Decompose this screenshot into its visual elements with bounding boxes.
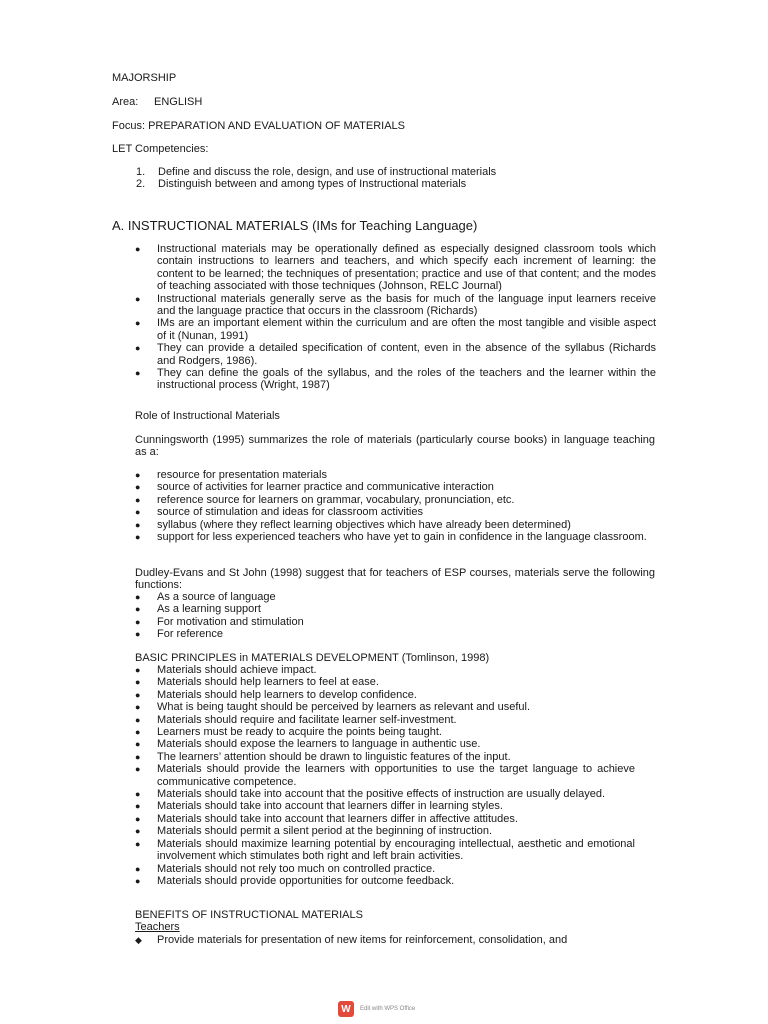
area-value: ENGLISH: [154, 96, 203, 108]
principles-title: BASIC PRINCIPLES in MATERIALS DEVELOPMENT (Tomlinson, 1998): [135, 652, 490, 664]
bullet-icon: ●: [135, 470, 141, 480]
bullet-icon: ●: [135, 764, 141, 775]
bullet-icon: ●: [135, 875, 141, 886]
bullet-icon: ●: [135, 318, 141, 329]
bullet-icon: ●: [135, 826, 141, 837]
bullet-icon: ●: [135, 604, 141, 615]
diamond-bullet-icon: ◆: [135, 935, 142, 945]
list-item: ● Materials should not rely too much on controlled practice.: [135, 862, 436, 875]
bullet-icon: ●: [135, 343, 141, 354]
bullet-icon: ●: [135, 494, 141, 505]
list-item: ● Materials should provide opportunities for outcome feedback.: [135, 874, 455, 887]
bullet-icon: ●: [135, 838, 141, 849]
benefits-title: BENEFITS OF INSTRUCTIONAL MATERIALS: [135, 909, 363, 921]
bullet-icon: ●: [135, 677, 141, 688]
list-item: ● source of activities for learner practice and communicative interaction: [135, 481, 494, 494]
list-item: ● support for less experienced teachers who have yet to gain in confidence in the language classroom.: [135, 531, 647, 544]
bullet-icon: ●: [135, 482, 141, 493]
list-item: ● Materials should require and facilitate learner self-investment.: [135, 713, 457, 726]
list-item: ● Instructional materials generally serve as the basis for much of the language input learners receive and the language practice that occurs in the classroom (Richards): [135, 292, 656, 318]
list-item: ● Materials should expose the learners to language in authentic use.: [135, 738, 481, 751]
list-item: ● For motivation and stimulation: [135, 615, 304, 628]
list-item: ● Instructional materials may be operationally defined as especially designed classroom tools which contain instructions to learners and teachers, and which specify each increment of learning: the content to be learned; the techniques of presentation; practice and use of that content; and the modes of teaching associated with those techniques (Johnson, RELC Journal): [135, 243, 656, 293]
esp-list: [135, 591, 656, 641]
list-item: ● The learners’ attention should be drawn to linguistic features of the input.: [135, 750, 511, 763]
wps-footer[interactable]: [338, 1000, 415, 1018]
focus-line: Focus: PREPARATION AND EVALUATION OF MATERIALS: [112, 120, 405, 132]
list-item: ● Materials should provide the learners with opportunities to use the target language to achieve communicative competence.: [135, 763, 635, 788]
footer-text: Edit with WPS Office: [360, 1006, 416, 1012]
bullet-icon: ●: [135, 789, 141, 800]
bullet-icon: ●: [135, 801, 141, 812]
list-item: ● Materials should help learners to feel at ease.: [135, 676, 379, 689]
bullet-icon: ●: [135, 532, 141, 543]
majorship-label: MAJORSHIP: [112, 72, 177, 84]
list-item: ● reference source for learners on grammar, vocabulary, pronunciation, etc.: [135, 493, 515, 506]
benefits-list: [135, 934, 656, 946]
section-a-list: [135, 243, 656, 392]
esp-intro: Dudley-Evans and St John (1998) suggest that for teachers of ESP courses, materials serve the following functions:: [135, 567, 655, 592]
role-title: Role of Instructional Materials: [135, 410, 280, 422]
section-a-title: A. INSTRUCTIONAL MATERIALS (IMs for Teaching Language): [112, 218, 478, 233]
bullet-icon: ●: [135, 727, 141, 738]
bullet-icon: ●: [135, 244, 141, 254]
role-list: [135, 469, 656, 543]
bullet-icon: ●: [135, 368, 141, 379]
wps-logo-icon: W: [338, 1001, 354, 1017]
list-item: ● As a learning support: [135, 603, 261, 616]
bullet-icon: ●: [135, 863, 141, 874]
competencies-label: LET Competencies:: [112, 143, 209, 155]
area-label: Area:: [112, 96, 139, 108]
role-intro: Cunningsworth (1995) summarizes the role of materials (particularly course books) in language teaching as a:: [135, 434, 655, 459]
bullet-icon: ●: [135, 629, 141, 640]
bullet-icon: ●: [135, 702, 141, 713]
list-item: ● They can provide a detailed specification of content, even in the absence of the syllabus (Richards and Rodgers, 1986).: [135, 342, 656, 367]
list-item: ● Materials should maximize learning potential by encouraging intellectual, aesthetic and emotional involvement which stimulates both right and left brain activities.: [135, 837, 635, 863]
benefits-subtitle: Teachers: [135, 921, 180, 933]
bullet-icon: ●: [135, 751, 141, 762]
list-item: ● source of stimulation and ideas for classroom activities: [135, 506, 423, 519]
principles-list: [135, 664, 635, 887]
list-item: ● For reference: [135, 628, 224, 641]
competencies-list: [136, 166, 496, 191]
list-item: ● Materials should help learners to develop confidence.: [135, 688, 417, 701]
list-item: ● As a source of language: [135, 591, 276, 603]
list-item: ● resource for presentation materials: [135, 469, 327, 481]
list-item: ● Materials should take into account that learners differ in affective attitudes.: [135, 812, 518, 825]
bullet-icon: ●: [135, 665, 141, 675]
bullet-icon: ●: [135, 616, 141, 627]
list-item: ● Learners must be ready to acquire the points being taught.: [135, 726, 442, 739]
list-item: ● Materials should take into account that learners differ in learning styles.: [135, 800, 503, 813]
bullet-icon: ●: [135, 519, 141, 530]
bullet-icon: ●: [135, 689, 141, 700]
bullet-icon: ●: [135, 293, 141, 304]
list-item: ● They can define the goals of the syllabus, and the roles of the teachers and the learner within the instructional process (Wright, 1987): [135, 367, 656, 392]
list-item: ● IMs are an important element within the curriculum and are often the most tangible and visible aspect of it (Nunan, 1991): [135, 317, 656, 342]
list-item: ● syllabus (where they reflect learning objectives which have already been determined): [135, 518, 571, 531]
list-item: ● Materials should achieve impact.: [135, 664, 317, 676]
bullet-icon: ●: [135, 813, 141, 824]
competency-item: 1. Define and discuss the role, design, and use of instructional materials: [136, 166, 497, 178]
area-line: [112, 96, 202, 108]
bullet-icon: ●: [135, 739, 141, 750]
bullet-icon: ●: [135, 714, 141, 725]
competency-item: 2. Distinguish between and among types of Instructional materials: [136, 178, 467, 191]
list-item: ◆ Provide materials for presentation of new items for reinforcement, consolidation, and: [135, 934, 568, 946]
bullet-icon: ●: [135, 592, 141, 602]
list-item: ● What is being taught should be perceived by learners as relevant and useful.: [135, 701, 531, 714]
list-item: ● Materials should take into account that the positive effects of instruction are usually delayed.: [135, 788, 605, 801]
bullet-icon: ●: [135, 507, 141, 518]
list-item: ● Materials should permit a silent period at the beginning of instruction.: [135, 825, 493, 838]
